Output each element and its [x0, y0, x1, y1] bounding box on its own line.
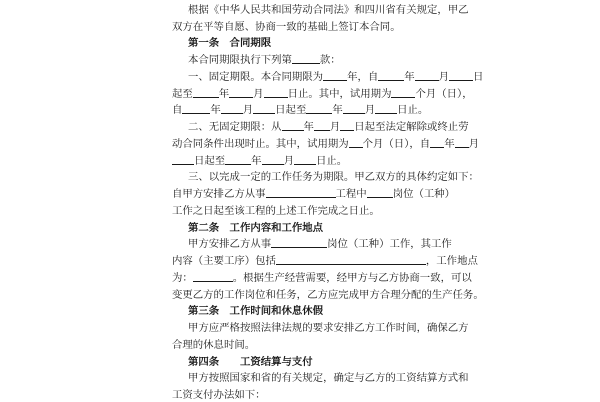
text-line: 双方在平等自愿、协商一致的基础上签订本合同。 — [172, 21, 401, 33]
text-line: 一、固定期限。本合同期限为 年，自 年 月 日 — [188, 71, 484, 83]
blank-field — [455, 137, 469, 148]
blank-field — [340, 120, 354, 131]
blank-field — [314, 120, 330, 131]
blank-field — [292, 53, 320, 64]
article-4-heading: 第四条 工资结算与支付 — [188, 356, 313, 368]
blank-field — [172, 154, 194, 165]
blank-field — [253, 103, 275, 114]
text-line: 为： 。根据生产经营需要，经甲方与乙方协商一致，可以 — [172, 272, 472, 284]
blank-field — [378, 70, 404, 81]
blank-field — [266, 187, 336, 198]
text-line: 自甲方安排乙方从事 工程中 岗位（工种） — [172, 188, 456, 200]
blank-field — [306, 103, 332, 114]
blank-field — [349, 137, 363, 148]
text-line: 本合同期限执行下列第 款： — [188, 54, 341, 66]
blank-field — [193, 87, 219, 98]
text-line: 三、以完成一定的工作任务为期限。甲乙双方的具体约定如下： — [188, 171, 479, 183]
text-line: 甲方应严格按照法律法规的要求安排乙方工作时间，确保乙方 — [188, 322, 469, 334]
article-3-heading: 第三条 工作时间和休息休假 — [188, 305, 324, 317]
text-line: 动合同条件出现时止。其中，试用期为 个月（日），自 年 月 — [172, 138, 479, 150]
blank-field — [391, 87, 415, 98]
text-line: 内容（主要工序）包括 ，工作地点 — [172, 255, 478, 267]
blank-field — [282, 120, 304, 131]
blank-field — [276, 254, 426, 265]
blank-field — [229, 87, 253, 98]
blank-field — [343, 103, 365, 114]
text-line: 甲方安排乙方从事 岗位（工种）工作，其工作 — [188, 238, 452, 250]
blank-field — [225, 154, 251, 165]
blank-field — [193, 271, 233, 282]
blank-field — [375, 103, 397, 114]
text-line: 根据《中华人民共和国劳动合同法》和四川省有关规定，甲乙 — [188, 4, 469, 16]
article-1-heading: 第一条 合同期限 — [188, 37, 272, 49]
blank-field — [271, 237, 327, 248]
blank-field — [415, 70, 439, 81]
blank-field — [449, 70, 473, 81]
article-2-heading: 第二条 工作内容和工作地点 — [188, 222, 324, 234]
text-line: 二、无固定期限：从 年 月 日起至法定解除或终止劳 — [188, 121, 469, 133]
text-line: 工作之日起至该工程的上述工作完成之日止。 — [172, 205, 380, 217]
text-line: 工资支付办法如下： — [172, 389, 266, 401]
blank-field — [262, 154, 284, 165]
blank-field — [221, 103, 243, 114]
blank-field — [430, 137, 444, 148]
blank-field — [182, 103, 210, 114]
blank-field — [367, 187, 393, 198]
blank-field — [294, 154, 316, 165]
text-line: 自 年 月 日起至 年 月 日止。 — [172, 104, 429, 116]
text-line: 变更乙方的工作岗位和任务，乙方应完成甲方合理分配的生产任务。 — [172, 289, 484, 301]
text-line: 合理的休息时间。 — [172, 339, 256, 351]
text-line: 起至 年 月 日止。其中，试用期为 个月（日）， — [172, 88, 473, 100]
text-line: 甲方按照国家和省的有关规定，确定与乙方的工资结算方式和 — [188, 372, 469, 384]
text-line: 日起至 年 月 日止。 — [0, 154, 600, 168]
blank-field — [323, 70, 347, 81]
blank-field — [264, 87, 288, 98]
